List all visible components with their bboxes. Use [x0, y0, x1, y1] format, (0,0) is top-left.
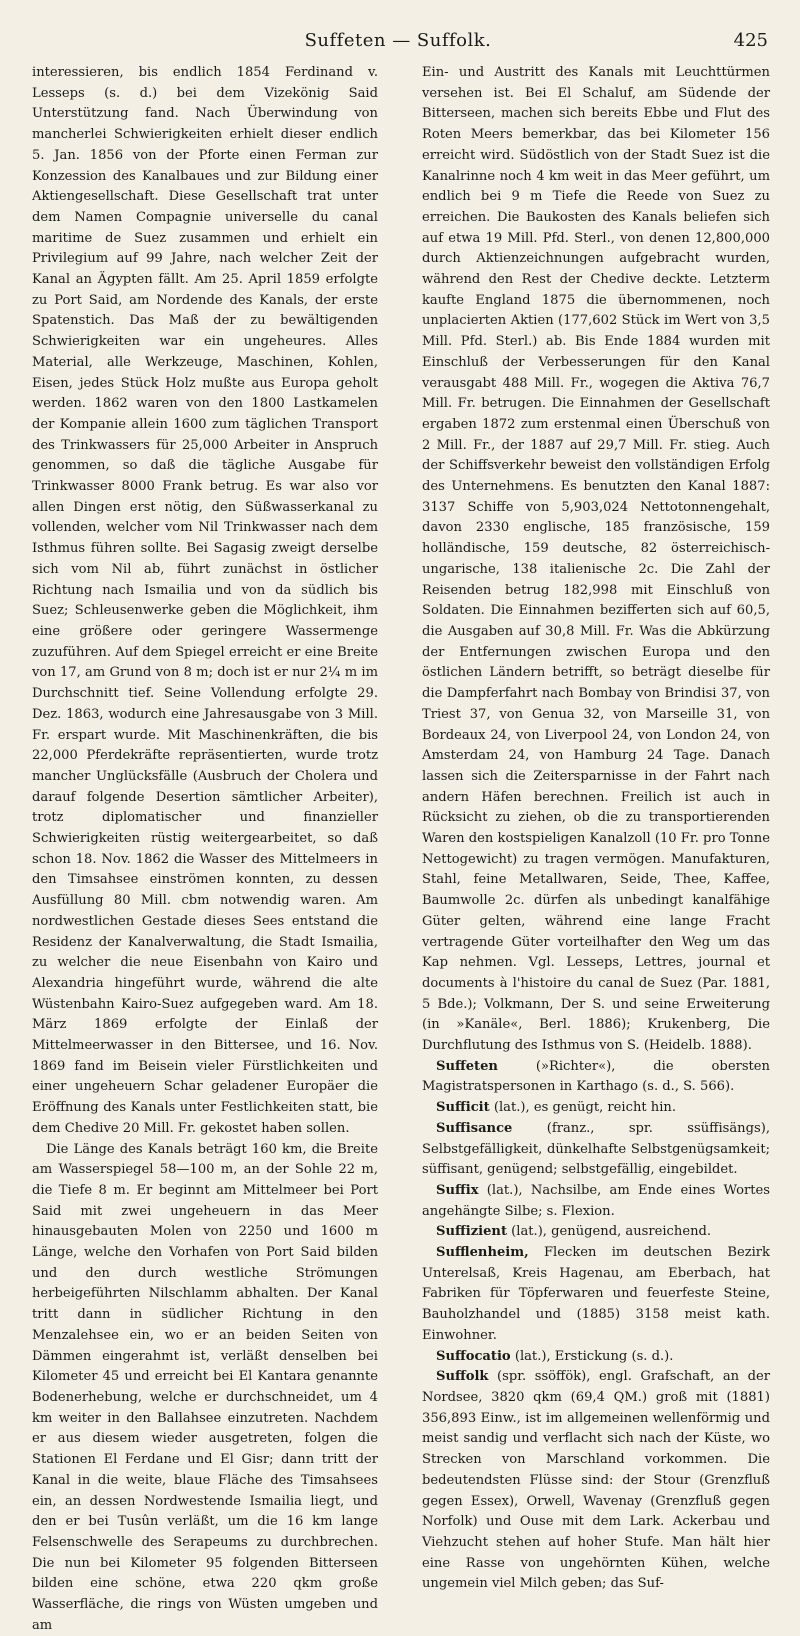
page-header	[28, 30, 768, 60]
entry-suffolk	[422, 1367, 770, 1595]
entry-headword: Suffocatio	[436, 1348, 511, 1364]
entry-headword: Suffisance	[436, 1120, 513, 1136]
entry-sufflenheim	[422, 1243, 770, 1347]
entry-suffeten	[422, 1057, 770, 1098]
page-number: 425	[733, 30, 768, 51]
paragraph: interessieren, bis endlich 1854 Ferdinand v. Lesseps (s. d.) bei dem Vizekönig Said Unterstützung fand. Nach Überwindung von mancherlei Schwierigkeiten erhielt dieser endlich 5. Jan. 1856 von der Pforte einen Ferman zur Konzession des Kanalbaues und zur Bildung einer Aktiengesellschaft. Diese Gesellschaft trat unter dem Namen Compagnie universelle du canal maritime de Suez zusammen und erhielt ein Privilegium auf 99 Jahre, nach welcher Zeit der Kanal an Ägypten fällt. Am 25. April 1859 erfolgte zu Port Said, am Nordende des Kanals, der erste Spatenstich. Das Maß der zu bewältigenden Schwierigkeiten war ein ungeheures. Alles Material, alle Werkzeuge, Maschinen, Kohlen, Eisen, jedes Stück Holz mußte aus Europa geholt werden. 1862 waren von den 1800 Lastkamelen der Kompanie allein 1600 zum täglichen Transport des Trinkwassers für 25,000 Arbeiter in Anspruch genommen, so daß die tägliche Ausgabe für Trinkwasser 8000 Frank betrug. Es war also vor allen Dingen erst nötig, den Süßwasserkanal zu vollenden, welcher vom Nil Trinkwasser nach dem Isthmus führen sollte. Bei Sagasig zweigt derselbe sich vom Nil ab, führt zunächst in östlicher Richtung nach Ismailia und von da südlich bis Suez; Schleusenwerke geben die Möglichkeit, ihm eine größere oder geringere Wassermenge zuzuführen. Auf dem Spiegel erreicht er eine Breite von 17, am Grund von 8 m; doch ist er nur 2¼ m im Durchschnitt tief. Seine Vollendung erfolgte 29. Dez. 1863, wodurch eine Jahresausgabe von 3 Mill. Fr. erspart wurde. Mit Maschinenkräften, die bis 22,000 Pferdekräfte repräsentierten, wurde trotz mancher Unglücksfälle (Ausbruch der Cholera und darauf folgende Desertion sämtlicher Arbeiter), trotz diplomatischer und finanzieller Schwierigkeiten rüstig weitergearbeitet, so daß schon 18. Nov. 1862 die Wasser des Mittelmeers in den Timsahsee einströmen konnten, zu dessen Ausfüllung 80 Mill. cbm notwendig waren. Am nordwestlichen Gestade dieses Sees entstand die Residenz der Kanalverwaltung, die Stadt Ismailia, zu welcher die neue Eisenbahn von Kairo und Alexandria hingeführt wurde, während die alte Wüstenbahn Kairo-Suez aufgegeben ward. Am 18. März 1869 erfolgte der Einlaß der Mittelmeerwasser in den Bittersee, und 16. Nov. 1869 fand im Beisein vieler Fürstlichkeiten und einer ungeheuern Schar geladener Europäer die Eröffnung des Kanals unter Festlichkeiten statt, bie dem Chedive 20 Mill. Fr. gekostet haben sollen.	[32, 65, 378, 1136]
entry-body: (franz., spr. ssüffisängs), Selbstgefälligkeit, dünkelhafte Selbstgenügsamkeit; süffisant, genügend; selbstgefällig, eingebildet.	[422, 1120, 770, 1178]
entry-headword: Sufflenheim,	[436, 1245, 529, 1261]
left-column	[32, 63, 378, 1636]
paragraph: Ein- und Austritt des Kanals mit Leuchttürmen versehen ist. Bei El Schaluf, am Südende der Bitterseen, machen sich bereits Ebbe und Flut des Roten Meers bemerkbar, das bei Kilometer 156 erreicht wird. Südöstlich von der Stadt Suez ist die Kanalrinne noch 4 km weit in das Meer geführt, um endlich bei 9 m Tiefe die Reede von Suez zu erreichen. Die Baukosten des Kanals beliefen sich auf etwa 19 Mill. Pfd. Sterl., von denen 12,800,000 durch Aktienzeichnungen aufgebracht wurden, während den Rest der Chedive deckte. Letzterm kaufte England 1875 die übernommenen, noch unplacierten Aktien (177,602 Stück im Wert von 3,5 Mill. Pfd. Sterl.) ab. Bis Ende 1884 wurden mit Einschluß der Verbesserungen für den Kanal verausgabt 488 Mill. Fr., wogegen die Aktiva 76,7 Mill. Fr. betrugen. Die Einnahmen der Gesellschaft ergaben 1872 zum erstenmal einen Überschuß von 2 Mill. Fr., der 1887 auf 29,7 Mill. Fr. stieg. Auch der Schiffsverkehr beweist den vollständigen Erfolg des Unternehmens. Es benutzten den Kanal 1887: 3137 Schiffe von 5,903,024 Nettotonnengehalt, davon 2330 englische, 185 französische, 159 holländische, 159 deutsche, 82 österreichisch-ungarische, 138 italienische 2c. Die Zahl der Reisenden betrug 182,998 mit Einschluß von Soldaten. Die Einnahmen bezifferten sich auf 60,5, die Ausgaben auf 30,8 Mill. Fr. Was die Abkürzung der Entfernungen zwischen Europa und den östlichen Ländern betrifft, so beträgt dieselbe für die Dampferfahrt nach Bombay von Brindisi 37, von Triest 37, von Genua 32, von Marseille 31, von Bordeaux 24, von Liverpool 24, von London 24, von Amsterdam 24, von Hamburg 24 Tage. Danach lassen sich die Zeitersparnisse in der Fahrt nach andern Häfen berechnen. Freilich ist auch in Rücksicht zu ziehen, ob die zu transportierenden Waren den kostspieligen Kanalzoll (10 Fr. pro Tonne Nettogewicht) zu tragen vermögen. Manufakturen, Stahl, feine Metallwaren, Seide, Thee, Kaffee, Baumwolle 2c. dürfen als unbedingt kanalfähige Güter gelten, während eine lange Fracht vertragende Güter vorteilhafter den Weg um das Kap nehmen. Vgl. Lesseps, Lettres, journal et documents à l'histoire du canal de Suez (Par. 1881, 5 Bde.); Volkmann, Der S. und seine Erweiterung (in »Kanäle«, Berl. 1886); Krukenberg, Die Durchflutung des Isthmus von S. (Heidelb. 1888).	[422, 65, 770, 1054]
entry-body: (»Richter«), die obersten Magistratspersonen in Karthago (s. d., S. 566).	[422, 1058, 770, 1095]
entry-suffizient	[422, 1222, 770, 1243]
entry-sufficit	[422, 1098, 770, 1119]
entry-headword: Suffix	[436, 1182, 479, 1198]
entry-headword: Suffolk	[436, 1369, 489, 1385]
entry-headword: Suffizient	[436, 1224, 508, 1240]
entry-suffix	[422, 1181, 770, 1222]
entry-body: (lat.), Nachsilbe, am Ende eines Wortes angehängte Silbe; s. Flexion.	[422, 1182, 770, 1219]
entry-body: Flecken im deutschen Bezirk Unterelsaß, Kreis Hagenau, am Eberbach, hat Fabriken für Töpferwaren und feuerfeste Steine, Bauholzhandel und (1885) 3158 meist kath. Einwohner.	[422, 1245, 770, 1343]
entry-body: (lat.), Erstickung (s. d.).	[510, 1348, 674, 1364]
entry-body: (spr. ssöffök), engl. Grafschaft, an der Nordsee, 3820 qkm (69,4 QM.) groß mit (1881) 356,893 Einw., ist im allgemeinen wellenförmig und meist sandig und verflacht sich nach der Küste, wo Strecken von Marschland vorkommen. Die bedeutendsten Flüsse sind: der Stour (Grenzfluß gegen Essex), Orwell, Wavenay (Grenzfluß gegen Norfolk) und Ouse mit dem Lark. Ackerbau und Viehzucht stehen auf hoher Stufe. Man hält hier eine Rasse von ungehörnten Kühen, welche ungemein viel Milch geben; das Suf-	[422, 1369, 770, 1592]
running-title: Suffeten — Suffolk.	[304, 30, 492, 51]
paragraph: Die Länge des Kanals beträgt 160 km, die Breite am Wasserspiegel 58—100 m, an der Sohle 22 m, die Tiefe 8 m. Er beginnt am Mittelmeer bei Port Said mit zwei ungeheuern in das Meer hinausgebauten Molen von 2250 und 1600 m Länge, welche den Vorhafen von Port Said bilden und den durch westliche Strömungen herbeigeführten Nilschlamm abhalten. Der Kanal tritt dann in südlicher Richtung in den Menzalehsee ein, wo er an beiden Seiten von Dämmen eingerahmt ist, verläßt denselben bei Kilometer 45 und erreicht bei El Kantara genannte Bodenerhebung, welche er durchschneidet, um 4 km weiter in den Ballahsee einzutreten. Nachdem er aus diesem wieder ausgetreten, folgen die Stationen El Ferdane und El Gisr; dann tritt der Kanal in die weite, blaue Fläche des Timsahsees ein, an dessen Nordwestende Ismailia liegt, und den er bei Tusûn verläßt, um die 16 km lange Felsenschwelle des Serapeums zu durchbrechen. Die nun bei Kilometer 95 folgenden Bitterseen bilden eine schöne, etwa 220 qkm große Wasserfläche, die rings von Wüsten umgeben und am	[32, 1141, 378, 1633]
entry-suffisance	[422, 1119, 770, 1181]
entry-headword: Suffeten	[436, 1058, 498, 1074]
entry-body: (lat.), genügend, ausreichend.	[507, 1224, 712, 1240]
entry-headword: Sufficit	[436, 1100, 490, 1116]
entry-body: (lat.), es genügt, reicht hin.	[489, 1100, 677, 1116]
entry-suffocatio	[422, 1347, 770, 1368]
right-column	[422, 63, 770, 1595]
